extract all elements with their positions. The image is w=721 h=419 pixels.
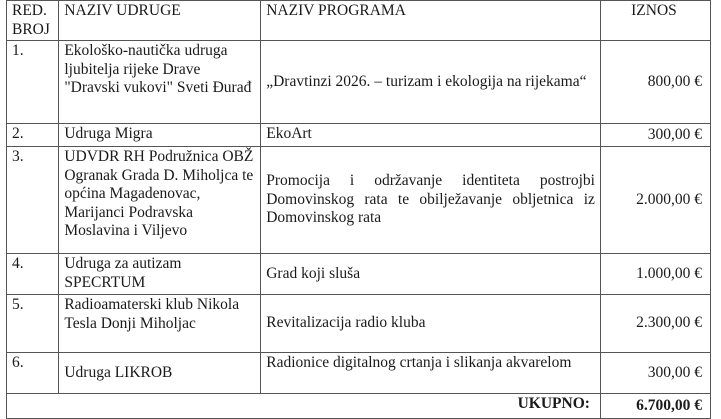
row-organization: Udruga Migra — [59, 124, 261, 147]
table-row — [7, 41, 711, 124]
row-number: 2. — [7, 124, 59, 147]
row-number: 1. — [7, 41, 59, 124]
row-number: 4. — [7, 254, 59, 295]
table-row — [7, 124, 711, 147]
header-number: RED. BROJ — [7, 1, 59, 41]
total-amount: 6.700,00 € — [600, 394, 710, 419]
row-organization: Udruga za autizam SPECRTUM — [59, 254, 261, 295]
row-amount: 800,00 € — [600, 41, 710, 124]
table-row — [7, 353, 711, 394]
row-program: Promocija i održavanje identiteta postrojbi Domovinskog rata te obilježavanje obljetnica iz Domovinskog rata — [261, 147, 601, 254]
table-row — [7, 295, 711, 353]
row-number: 5. — [7, 295, 59, 353]
row-amount: 300,00 € — [600, 124, 710, 147]
header-program: NAZIV PROGRAMA — [261, 1, 601, 41]
row-amount: 1.000,00 € — [600, 254, 710, 295]
total-label: UKUPNO: — [7, 394, 601, 419]
table-header-row — [7, 1, 711, 41]
row-program: Radionice digitalnog crtanja i slikanja akvarelom — [261, 353, 601, 394]
row-number: 6. — [7, 353, 59, 394]
row-program: EkoArt — [261, 124, 601, 147]
row-amount: 300,00 € — [600, 353, 710, 394]
grants-table — [6, 0, 711, 419]
header-organization: NAZIV UDRUGE — [59, 1, 261, 41]
row-organization: Ekološko-nautička udruga ljubitelja rijeke Drave "Dravski vukovi" Sveti Đurađ — [59, 41, 261, 124]
table-row — [7, 147, 711, 254]
row-amount: 2.300,00 € — [600, 295, 710, 353]
table-row — [7, 254, 711, 295]
row-program: Grad koji sluša — [261, 254, 601, 295]
row-amount: 2.000,00 € — [600, 147, 710, 254]
row-organization: Radioamaterski klub Nikola Tesla Donji Miholjac — [59, 295, 261, 353]
row-program: „Dravtinzi 2026. – turizam i ekologija na rijekama“ — [261, 41, 601, 124]
header-amount: IZNOS — [600, 1, 710, 41]
total-row — [7, 394, 711, 419]
row-organization: Udruga LIKROB — [59, 353, 261, 394]
row-organization: UDVDR RH Podružnica OBŽ Ogranak Grada D. Miholjca te općina Magadenovac, Marijanci Podravska Moslavina i Viljevo — [59, 147, 261, 254]
row-number: 3. — [7, 147, 59, 254]
row-program: Revitalizacija radio kluba — [261, 295, 601, 353]
